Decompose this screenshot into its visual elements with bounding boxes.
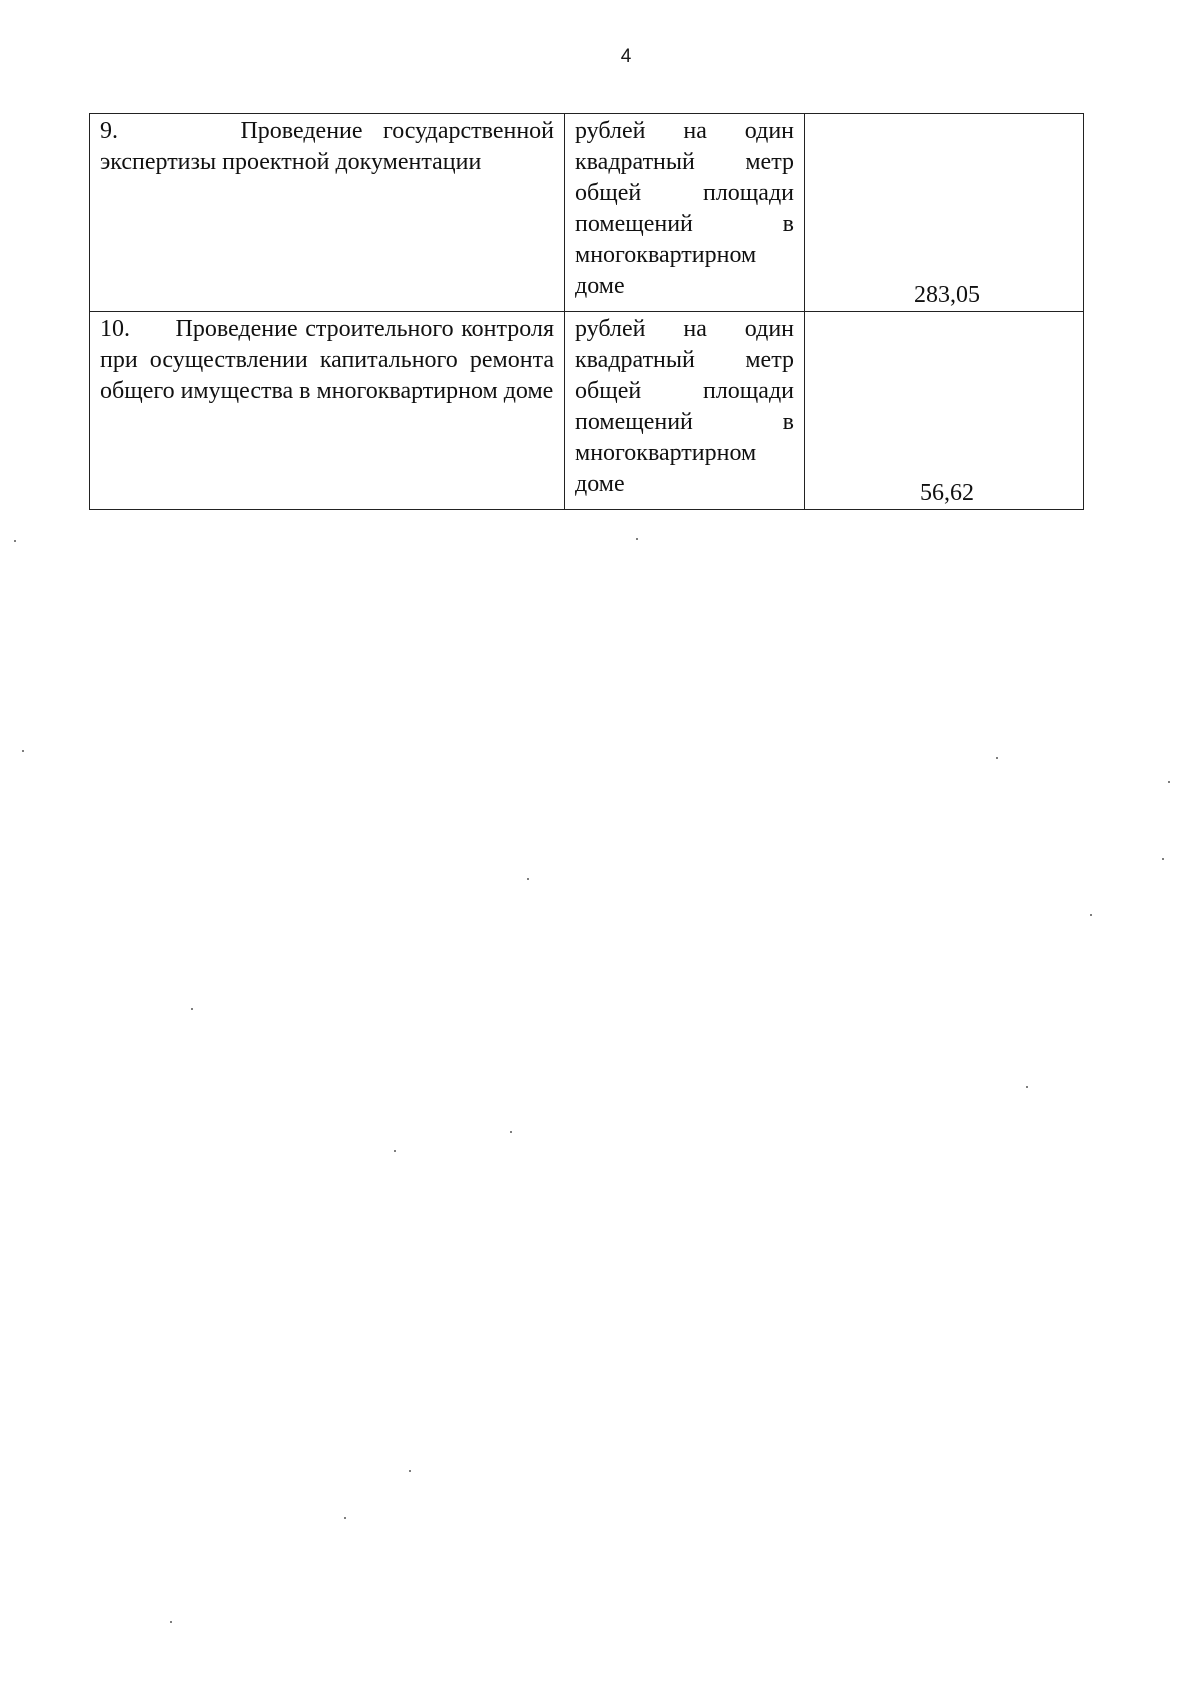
scan-speck — [22, 750, 24, 752]
scan-speck — [170, 1621, 172, 1623]
cost-table — [89, 113, 1084, 510]
scan-speck — [527, 878, 529, 880]
work-name-cell: 9. Проведение государственной экспертизы проектной документации — [90, 114, 565, 312]
cost-value: 56,62 — [920, 480, 974, 506]
table-row — [90, 312, 1084, 510]
scan-speck — [409, 1470, 411, 1472]
scan-speck — [996, 757, 998, 759]
unit-cell: рублей на один квадратный метр общей площади помещений в многоквартирном доме — [565, 312, 805, 510]
unit-cell: рублей на один квадратный метр общей площади помещений в многоквартирном доме — [565, 114, 805, 312]
scan-speck — [191, 1008, 193, 1010]
scan-speck — [394, 1150, 396, 1152]
value-cell — [805, 312, 1084, 510]
scan-speck — [344, 1517, 346, 1519]
scan-speck — [14, 540, 16, 542]
table-row — [90, 114, 1084, 312]
scan-speck — [1162, 858, 1164, 860]
page-number: 4 — [620, 46, 632, 67]
work-name-cell: 10. Проведение строительного контроля при осуществлении капитального ремонта общего имущества в многоквартирном доме — [90, 312, 565, 510]
scan-speck — [1168, 781, 1170, 783]
cost-value: 283,05 — [914, 282, 980, 308]
scan-speck — [1090, 914, 1092, 916]
scan-speck — [636, 538, 638, 540]
scan-speck — [510, 1131, 512, 1133]
scan-speck — [1026, 1086, 1028, 1088]
value-cell — [805, 114, 1084, 312]
